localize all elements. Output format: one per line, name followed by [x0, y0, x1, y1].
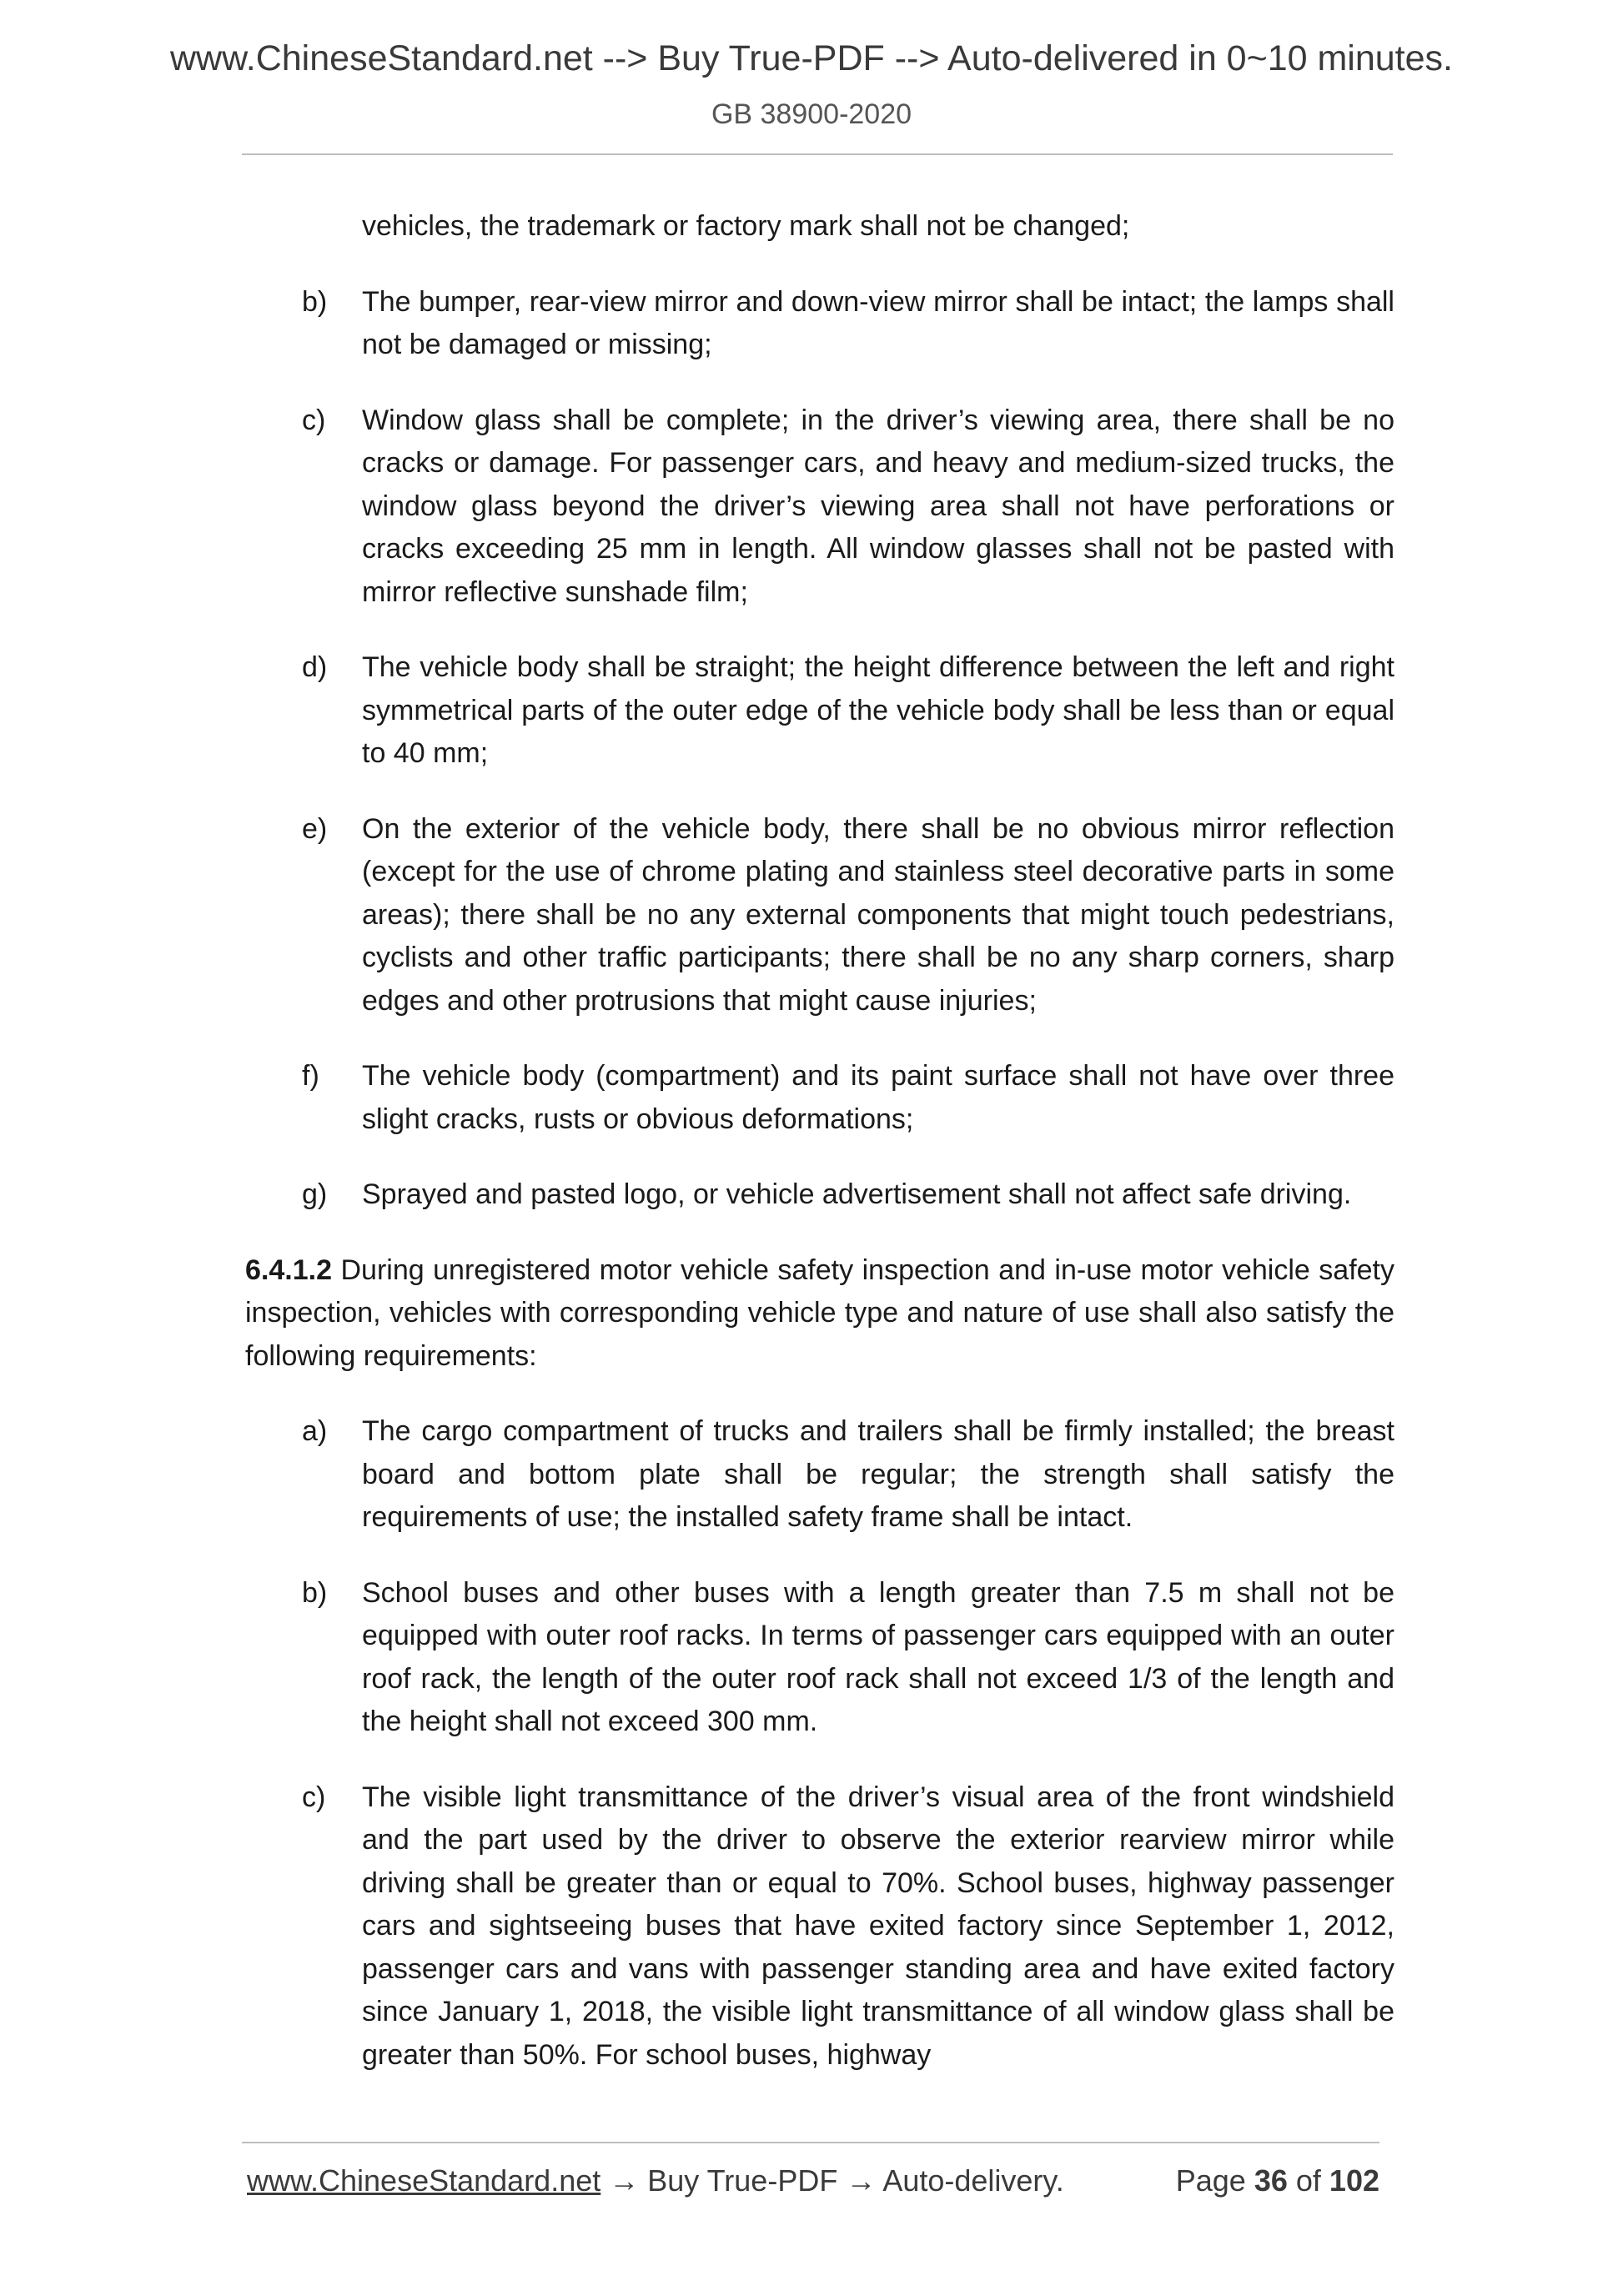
list-marker: d)	[302, 651, 328, 683]
clause-paragraph	[245, 1249, 1394, 1379]
list-item-text: vehicles, the trademark or factory mark shall not be changed;	[362, 210, 1130, 242]
list-item-text: The bumper, rear-view mirror and down-view mirror shall be intact; the lamps shall not be damaged or missing;	[362, 285, 1394, 360]
header-divider	[242, 153, 1393, 155]
footer-tagline: → Buy True-PDF → Auto-delivery.	[600, 2163, 1064, 2198]
list-item-text: Window glass shall be complete; in the driver’s viewing area, there shall be no cracks or damage. For passenger cars, and heavy and medium-sized trucks, the window glass beyond the driver’s viewing area shall not have perforations or cracks exceeding 25 mm in length. All window glasses shall not be pasted with mirror reflective sunshade film;	[362, 404, 1394, 608]
document-code: GB 38900-2020	[711, 98, 912, 130]
clause-number: 6.4.1.2	[245, 1254, 332, 1286]
list-item	[245, 281, 1394, 367]
list-item-text: The visible light transmittance of the driver’s visual area of the front windshield and the part used by the driver to observe the exterior rearview mirror while driving shall be greater than or equal to 70%. School buses, highway passenger cars and sightseeing buses that have exited factory since September 1, 2012, passenger cars and vans with passenger standing area and have exited factory since January 1, 2018, the visible light transmittance of all window glass shall be greater than 50%. For school buses, highway	[362, 1781, 1394, 2071]
list-item-continuation	[245, 205, 1394, 249]
list-item	[245, 1173, 1394, 1217]
list-marker: f)	[302, 1060, 319, 1092]
list-marker: c)	[302, 404, 326, 436]
list-item	[245, 1776, 1394, 2077]
list-item-text: On the exterior of the vehicle body, there shall be no obvious mirror reflection (except for the use of chrome plating and stainless steel decorative parts in some areas); there shall be no any external components that might touch pedestrians, cyclists and other traffic participants; there shall be no any sharp corners, sharp edges and other protrusions that might cause injuries;	[362, 812, 1394, 1017]
page-number: 36	[1254, 2163, 1288, 2198]
footer-divider	[242, 2142, 1379, 2143]
of-label: of	[1295, 2163, 1321, 2198]
list-marker: e)	[302, 812, 328, 845]
document-body	[245, 205, 1394, 2109]
list-item	[245, 1410, 1394, 1540]
list-item-text: The vehicle body shall be straight; the height difference between the left and right symmetrical parts of the outer edge of the vehicle body shall be less than or equal to 40 mm;	[362, 651, 1394, 769]
footer-site-link[interactable]: www.ChineseStandard.net	[247, 2163, 601, 2198]
list-item-text: School buses and other buses with a length greater than 7.5 m shall not be equipped with outer roof racks. In terms of passenger cars equipped with an outer roof rack, the length of the outer roof rack shall not exceed 1/3 of the length and the height shall not exceed 300 mm.	[362, 1576, 1394, 1737]
list-item-text: The cargo compartment of trucks and trailers shall be firmly installed; the breast board and bottom plate shall be regular; the strength shall satisfy the requirements of use; the installed safety frame shall be intact.	[362, 1415, 1394, 1533]
page-label: Page	[1175, 2163, 1246, 2198]
list-marker: c)	[302, 1781, 326, 1813]
list-item	[245, 808, 1394, 1023]
list-item	[245, 1055, 1394, 1141]
list-item	[245, 646, 1394, 776]
list-marker	[245, 205, 362, 249]
page-total: 102	[1329, 2163, 1379, 2198]
page-indicator	[1176, 2163, 1379, 2198]
list-item	[245, 1572, 1394, 1744]
list-marker: b)	[302, 285, 328, 318]
site-banner[interactable]: www.ChineseStandard.net --> Buy True-PDF --> Auto-delivered in 0~10 minutes.	[169, 38, 1453, 78]
list-marker: a)	[302, 1415, 328, 1447]
page-footer	[247, 2163, 1379, 2198]
list-marker: b)	[302, 1576, 328, 1609]
list-item-text: Sprayed and pasted logo, or vehicle advertisement shall not affect safe driving.	[362, 1178, 1352, 1210]
list-marker: g)	[302, 1178, 328, 1210]
list-item-text: The vehicle body (compartment) and its paint surface shall not have over three slight cracks, rusts or obvious deformations;	[362, 1060, 1394, 1135]
footer-link-group	[247, 2163, 1064, 2198]
clause-text: During unregistered motor vehicle safety inspection and in-use motor vehicle safety inspection, vehicles with corresponding vehicle type and nature of use shall also satisfy the following requirements:	[245, 1254, 1394, 1372]
list-item	[245, 399, 1394, 615]
